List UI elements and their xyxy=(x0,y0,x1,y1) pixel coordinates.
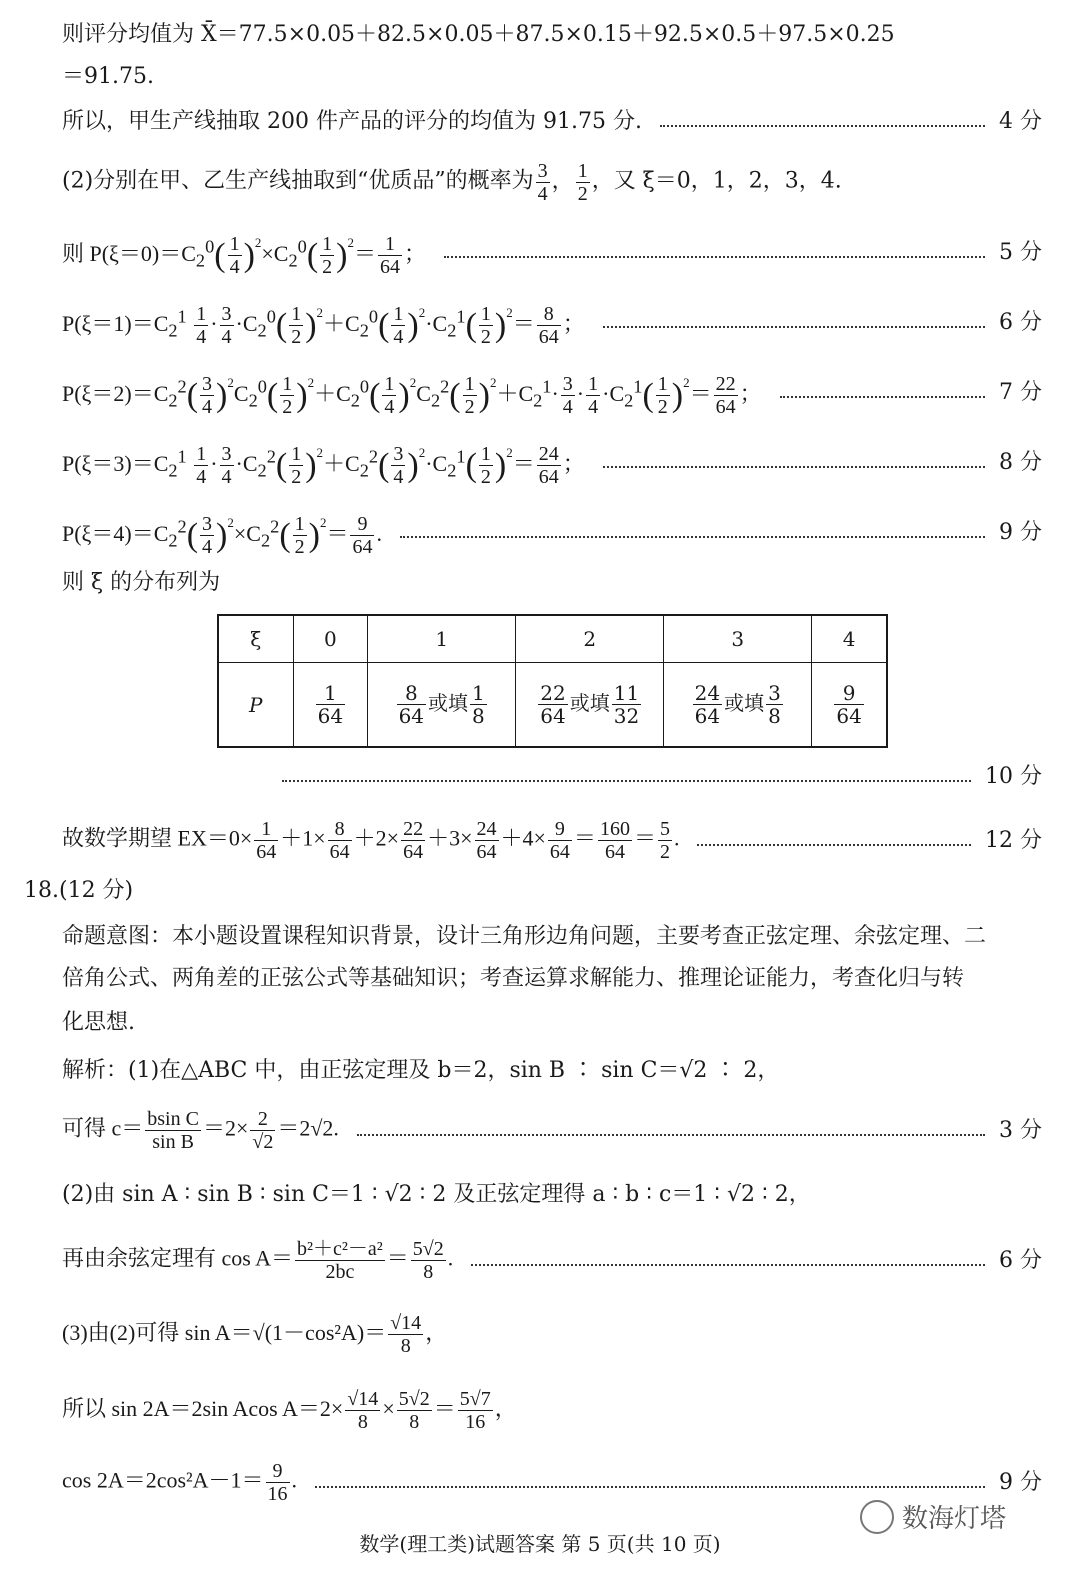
watermark: 数海灯塔 xyxy=(860,1498,1006,1535)
table-header-cell: 0 xyxy=(293,615,368,663)
solution-line-1: 解析：(1)在△ABC 中，由正弦定理及 b＝2，sin B ∶ sin C＝√2 ∶ 2， xyxy=(62,1058,780,1083)
solution-line-6: 所以 sin 2A＝2sin Acos A＝2× $\frac{√14}{8}$ × $\frac{5√2}{8}$ ＝ $\frac{5√7}{16}$ ， xyxy=(62,1388,517,1433)
table-header-cell: 4 xyxy=(812,615,887,663)
table-header-cell: ξ xyxy=(218,615,293,663)
distribution-intro: 则 ξ 的分布列为 xyxy=(62,570,221,595)
table-row-label: P xyxy=(218,663,293,748)
solution-line-7: cos 2A＝2cos²A－1＝ $\frac{9}{16}$ . 9 分 xyxy=(62,1460,1042,1505)
table-header-cell: 1 xyxy=(368,615,516,663)
prob-xi-4-line: $P(\xi=4)=C_2^2$( $\frac{3}{4}$ )$^2\times C_2^2$( $\frac{1}{2}$ )$^2$＝ $\frac{9}{64}$ . 9 分 xyxy=(62,513,1042,559)
intent-line-1: 命题意图：本小题设置课程知识背景，设计三角形边角问题，主要考查正弦定理、余弦定理、二 xyxy=(62,924,987,949)
distribution-table xyxy=(217,614,888,748)
prob-xi-2-line: $P(\xi=2)=C_2^2$( $\frac{3}{4}$ )$^2C_2^0$( $\frac{1}{2}$ )$^2+C_2^0$( $\frac{1}{4}$ )$^2C_2^2$( $\frac{1}{2}$ )$^2+C_2^1\cdot$ $\frac{3}{4}$ · $\frac{1}{4}$ $\cdot C_2^1$( $\frac{1}{2}$ )$^2$＝ $\frac{22}{64}$ ； 7 分 xyxy=(62,373,1042,419)
prob-xi-0-line: 则 $P(\xi=0)=C_2^0$( $\frac{1}{4}$ )$^2\times C_2^0$( $\frac{1}{2}$ )$^2$＝ $\frac{1}{64}$ ； 5 分 xyxy=(62,233,1042,279)
solution-line-4: 再由余弦定理有 cos A＝ $\frac{\text{b²＋c²－a²}}{2bc}$ ＝ $\frac{5√2}{8}$ . 6 分 xyxy=(62,1238,1042,1283)
mean-result-line: ＝91.75. xyxy=(62,64,154,89)
mean-formula-line: 则评分均值为 X̄＝77.5×0.05＋82.5×0.05＋87.5×0.15＋92.5×0.5＋97.5×0.25 xyxy=(62,22,895,47)
table-cell: $\frac{8}{64}$ 或填 $\frac{1}{8}$ xyxy=(368,663,516,748)
part2-intro-line: (2)分别在甲、乙生产线抽取到“优质品”的概率为 $\frac{3}{4}$ ， $\frac{1}{2}$ ，又 ξ＝0，1，2，3，4. xyxy=(62,160,842,205)
table-header-cell: 2 xyxy=(516,615,664,663)
table-header-cell: 3 xyxy=(664,615,812,663)
solution-line-2: 可得 c＝ $\frac{\text{bsin C}}{\text{sin B}}$ ＝2× $\frac{2}{√2}$ ＝2√2. 3 分 xyxy=(62,1108,1042,1153)
distribution-score-line: 10 分 xyxy=(282,762,1042,792)
table-cell: $\frac{9}{64}$ xyxy=(812,663,887,748)
expectation-line: 故数学期望 EX＝0× $\frac{1}{64}$ ＋1× $\frac{8}{64}$ ＋2× $\frac{22}{64}$ ＋3× $\frac{24}{64}$ ＋4× $\frac{9}{64}$ ＝ $\frac{160}{64}$ ＝ $\frac{5}{2}$ . 12 分 xyxy=(62,818,1042,863)
solution-line-3: (2)由 sin A ∶ sin B ∶ sin C＝1 ∶ √2 ∶ 2 及正弦定理得 a ∶ b ∶ c＝1 ∶ √2 ∶ 2， xyxy=(62,1182,811,1207)
page-footer: 数学(理工类)试题答案 第 5 页(共 10 页) xyxy=(359,1532,721,1556)
table-cell: $\frac{22}{64}$ 或填 $\frac{11}{32}$ xyxy=(516,663,664,748)
table-cell: $\frac{1}{64}$ xyxy=(293,663,368,748)
table-cell: $\frac{24}{64}$ 或填 $\frac{3}{8}$ xyxy=(664,663,812,748)
mean-conclusion-line: 所以，甲生产线抽取 200 件产品的评分的均值为 91.75 分. 4 分 xyxy=(62,109,1042,134)
question-18-heading: 18.(12 分) xyxy=(24,878,134,903)
solution-line-5: (3)由(2)可得 sin A＝√(1－cos²A)＝ $\frac{√14}{8}$ ， xyxy=(62,1312,448,1357)
prob-xi-1-line: $P(\xi=1)=C_2^1$ $\frac{1}{4}$ · $\frac{3}{4}$ $\cdot C_2^0$( $\frac{1}{2}$ )$^2+C_2^0$( $\frac{1}{4}$ )$^2\cdot C_2^1$( $\frac{1}{2}$ )$^2$＝ $\frac{8}{64}$ ； 6 分 xyxy=(62,303,1042,349)
intent-line-3: 化思想. xyxy=(62,1010,135,1035)
intent-line-2: 倍角公式、两角差的正弦公式等基础知识；考查运算求解能力、推理论证能力，考查化归与转 xyxy=(62,966,965,991)
prob-xi-3-line: $P(\xi=3)=C_2^1$ $\frac{1}{4}$ · $\frac{3}{4}$ $\cdot C_2^2$( $\frac{1}{2}$ )$^2+C_2^2$( $\frac{3}{4}$ )$^2\cdot C_2^1$( $\frac{1}{2}$ )$^2$＝ $\frac{24}{64}$ ； 8 分 xyxy=(62,443,1042,489)
